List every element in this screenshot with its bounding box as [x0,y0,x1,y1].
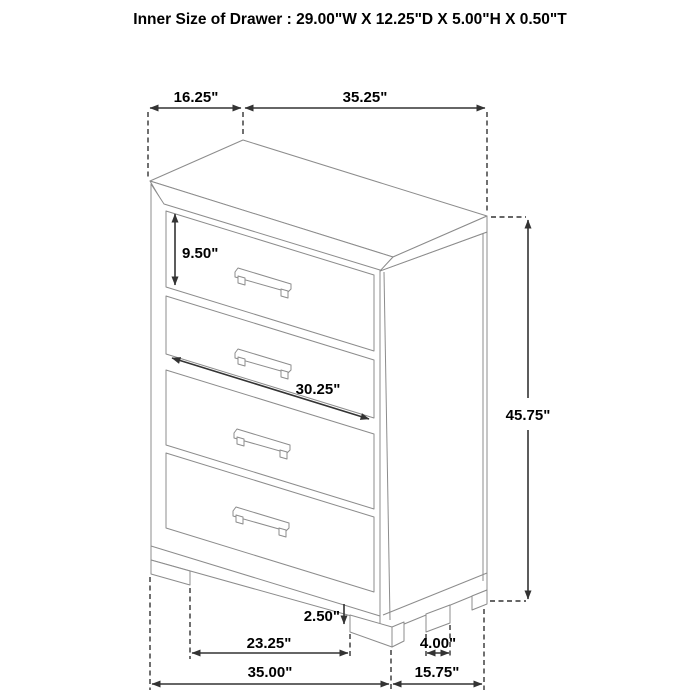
dim-overall-height [490,217,550,601]
overall-width-label: 35.00" [247,664,293,681]
top-depth-label: 16.25" [173,89,219,106]
overall-height-label: 45.75" [505,407,551,424]
drawing-title: Inner Size of Drawer : 29.00"W X 12.25"D X 5.00"H X 0.50"T [133,11,567,28]
top-drawer-height-label: 9.50" [182,245,219,262]
overall-depth-label: 15.75" [414,664,460,681]
base-height-label: 2.50" [303,608,340,625]
side-leg-width-label: 4.00" [419,635,457,652]
front-leg-spacing-label: 23.25" [246,635,292,652]
front-right-leg-side [392,622,404,647]
top-width-label: 35.25" [342,89,388,106]
drawer-front-width-label: 30.25" [295,381,341,398]
dim-base-height [304,604,344,625]
dim-side-leg-width [420,625,456,659]
side-panel [380,232,487,629]
